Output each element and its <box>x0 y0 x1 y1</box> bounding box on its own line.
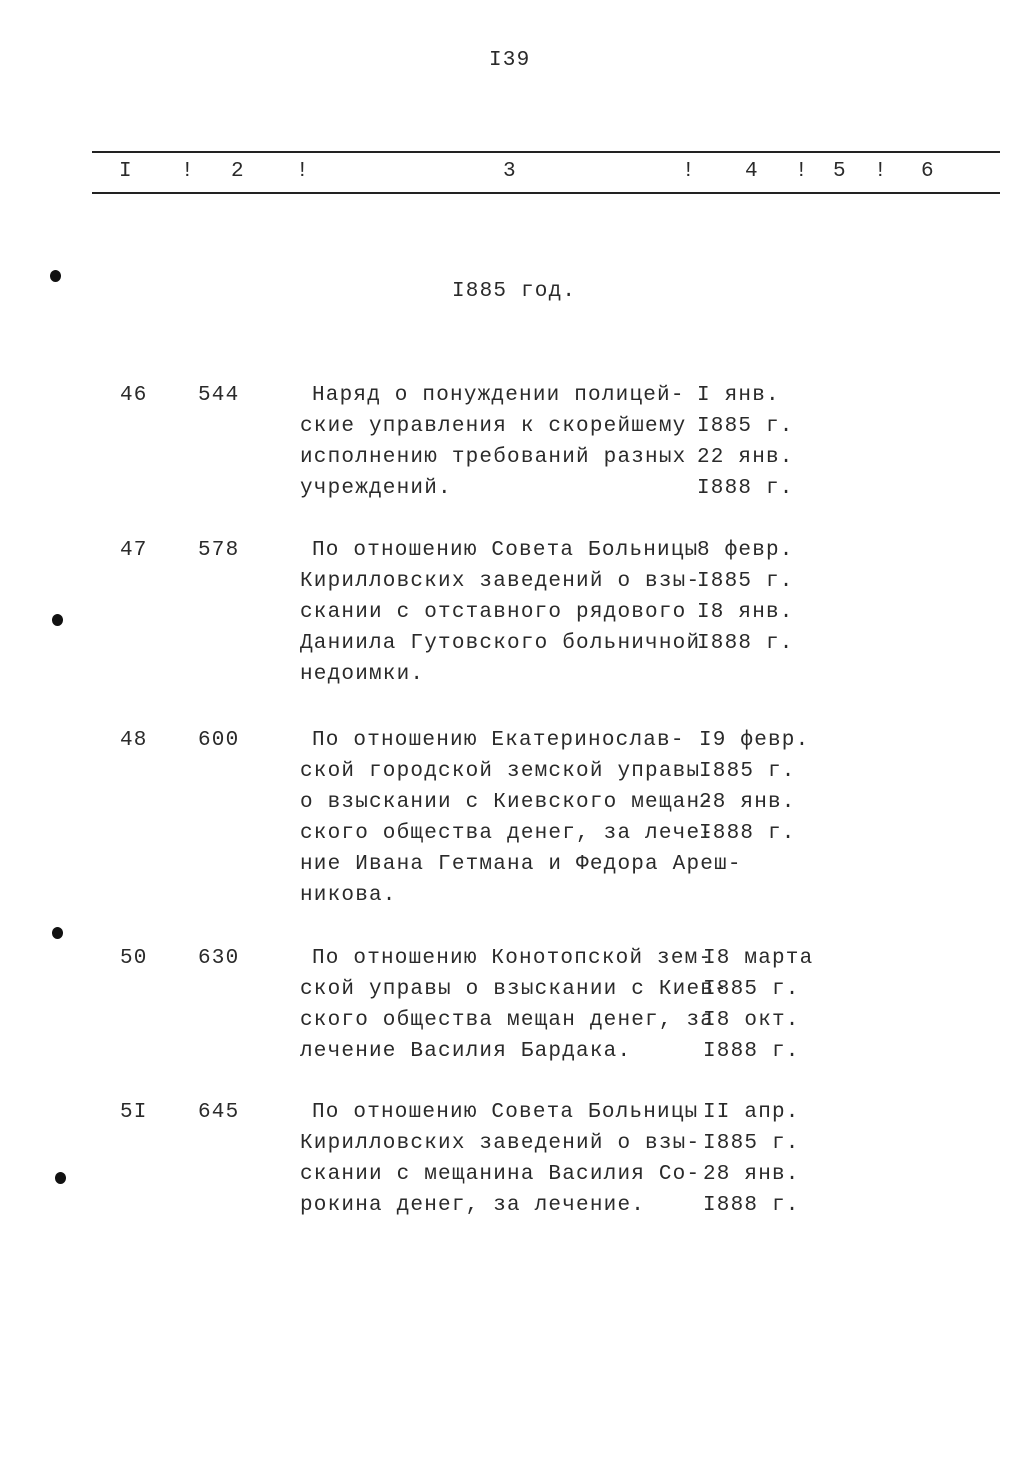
punch-hole-mark <box>52 614 63 626</box>
page-number: I39 <box>489 49 531 72</box>
entry-description-line: ские управления к скорейшему <box>300 415 687 438</box>
column-separator: ! <box>682 160 696 183</box>
entry-date-line: II апр. <box>703 1101 800 1124</box>
entry-date-line: I8 янв. <box>697 601 794 624</box>
entry-description-line: ской городской земской управы <box>300 760 701 783</box>
punch-hole-mark <box>50 270 61 282</box>
entry-description-line: ского общества мещан денег, за <box>300 1009 715 1032</box>
column-header-5: 5 <box>833 160 847 183</box>
entry-date-line: I8 марта <box>703 947 814 970</box>
header-bottom-rule <box>92 192 1000 194</box>
entry-number: 50 <box>120 947 148 970</box>
entry-description-line: исполнению требований разных <box>300 446 687 469</box>
column-header-1: I <box>119 160 133 183</box>
entry-description-line: Наряд о понуждении полицей- <box>312 384 685 407</box>
column-header-3: 3 <box>503 160 517 183</box>
column-header-2: 2 <box>231 160 245 183</box>
entry-description-line: рокина денег, за лечение. <box>300 1194 646 1217</box>
entry-inventory-number: 645 <box>198 1101 240 1124</box>
entry-inventory-number: 600 <box>198 729 240 752</box>
entry-inventory-number: 578 <box>198 539 240 562</box>
entry-description-line: Даниила Гутовского больничной <box>300 632 701 655</box>
entry-description-line: ской управы о взыскании с Киев- <box>300 978 728 1001</box>
entry-date-line: I885 г. <box>703 1132 800 1155</box>
entry-description-line: Кирилловских заведений о взы- <box>300 570 701 593</box>
entry-description-line: о взыскании с Киевского мещан- <box>300 791 715 814</box>
entry-inventory-number: 544 <box>198 384 240 407</box>
entry-date-line: I9 февр. <box>699 729 810 752</box>
entry-description-line: По отношению Екатеринослав- <box>312 729 685 752</box>
entry-description-line: никова. <box>300 884 397 907</box>
entry-date-line: I888 г. <box>699 822 796 845</box>
entry-number: 5I <box>120 1101 148 1124</box>
entry-date-line: I8 окт. <box>703 1009 800 1032</box>
entry-description-line: ние Ивана Гетмана и Федора Ареш- <box>300 853 742 876</box>
entry-number: 46 <box>120 384 148 407</box>
entry-number: 48 <box>120 729 148 752</box>
entry-description-line: Кирилловских заведений о взы- <box>300 1132 701 1155</box>
entry-inventory-number: 630 <box>198 947 240 970</box>
entry-date-line: I885 г. <box>699 760 796 783</box>
entry-description-line: недоимки. <box>300 663 425 686</box>
entry-date-line: I янв. <box>697 384 780 407</box>
entry-date-line: 8 февр. <box>697 539 794 562</box>
column-header-4: 4 <box>745 160 759 183</box>
entry-date-line: 22 янв. <box>697 446 794 469</box>
column-separator: ! <box>874 160 888 183</box>
entry-date-line: 28 янв. <box>703 1163 800 1186</box>
column-separator: ! <box>795 160 809 183</box>
punch-hole-mark <box>55 1172 66 1184</box>
entry-description-line: скании с отставного рядового <box>300 601 687 624</box>
entry-date-line: I888 г. <box>703 1040 800 1063</box>
entry-date-line: I888 г. <box>703 1194 800 1217</box>
entry-description-line: лечение Василия Бардака. <box>300 1040 632 1063</box>
entry-date-line: I888 г. <box>697 477 794 500</box>
entry-description-line: скании с мещанина Василия Со- <box>300 1163 701 1186</box>
entry-date-line: I885 г. <box>697 415 794 438</box>
header-top-rule <box>92 151 1000 153</box>
column-header-6: 6 <box>921 160 935 183</box>
entry-description-line: учреждений. <box>300 477 452 500</box>
column-separator: ! <box>296 160 310 183</box>
entry-description-line: По отношению Совета Больницы <box>312 1101 699 1124</box>
entry-description-line: По отношению Конотопской зем- <box>312 947 713 970</box>
entry-date-line: I888 г. <box>697 632 794 655</box>
entry-date-line: 28 янв. <box>699 791 796 814</box>
entry-date-line: I885 г. <box>703 978 800 1001</box>
column-separator: ! <box>181 160 195 183</box>
punch-hole-mark <box>52 927 63 939</box>
entry-date-line: I885 г. <box>697 570 794 593</box>
section-title: I885 год. <box>452 280 577 303</box>
entry-number: 47 <box>120 539 148 562</box>
entry-description-line: ского общества денег, за лече- <box>300 822 715 845</box>
entry-description-line: По отношению Совета Больницы <box>312 539 699 562</box>
